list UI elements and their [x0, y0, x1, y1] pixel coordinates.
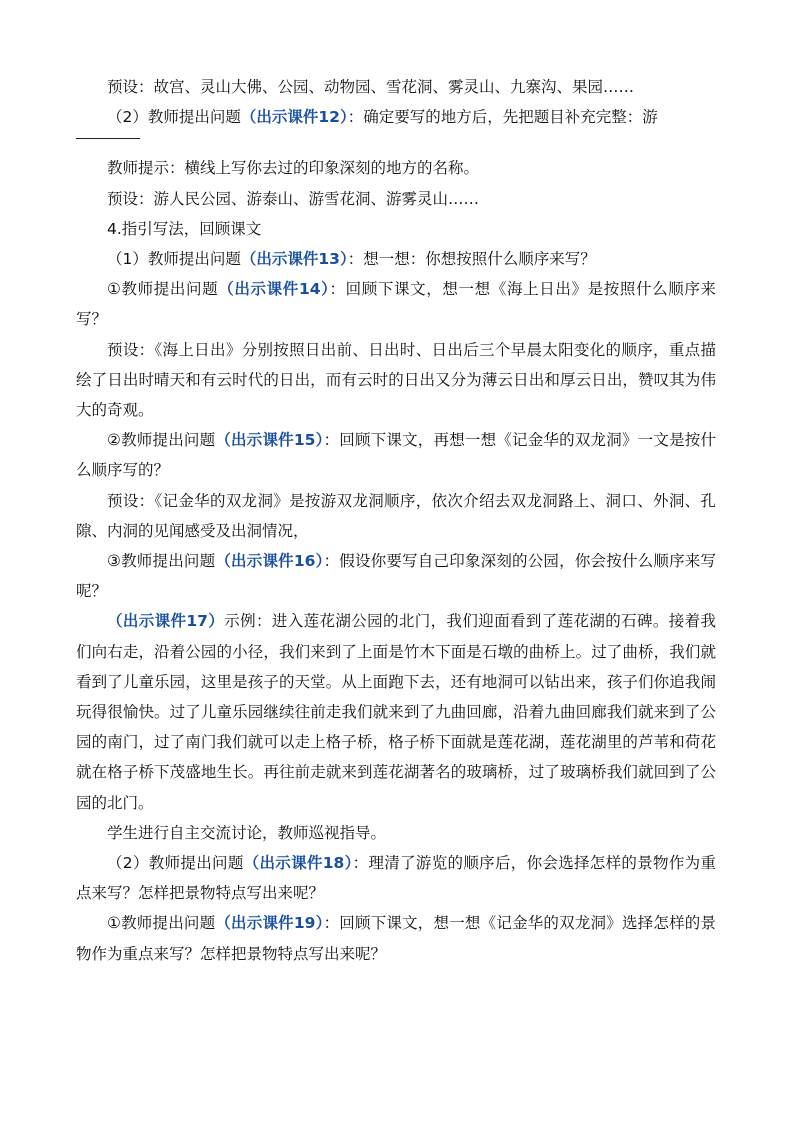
- courseware-tag: （出示课件17）: [107, 612, 225, 631]
- text: 示例：进入莲花湖公园的北门，我们迎面看到了莲花湖的石碑。接着我们向右走，沿着公园的小径，我们来到了上面是竹木下面是石墩的曲桥上。过了曲桥，我们就看到了儿童乐园，这里是孩子的天堂。从上面跑下去，还有地洞可以钻出来，孩子们你追我闹玩得很愉快。过了儿童乐园继续往前走我们就来到了九曲回廊，沿着九曲回廊我们就来到了公园的南门，过了南门我们就可以走上格子桥，格子桥下面就是莲花湖，莲花湖里的芦苇和荷花就在格子桥下茂盛地生长。再往前走就来到莲花湖著名的玻璃桥，过了玻璃桥我们就回到了公园的北门。: [76, 612, 716, 812]
- text: ①教师提出问题: [107, 280, 219, 299]
- text: ：回顾下课文，再想一想《记金华的双龙洞》一文是按什么顺序写的？: [76, 431, 716, 480]
- text: 预设：《海上日出》分别按照日出前、日出时、日出后三个早晨太阳变化的顺序，重点描绘了日出时晴天和有云时代的日出，而有云时的日出又分为薄云日出和厚云日出，赞叹其为伟大的奇观。: [76, 340, 716, 420]
- text: ：回顾下课文，想一想《海上日出》是按照什么顺序来写？: [76, 280, 716, 329]
- courseware-tag: （出示课件18）: [243, 854, 353, 873]
- courseware-tag: （出示课件14）: [218, 280, 330, 299]
- courseware-tag: （出示课件19）: [215, 914, 324, 933]
- paragraph-student-discussion: [76, 818, 716, 848]
- paragraph-question-sunrise: [76, 274, 716, 334]
- text: ②教师提出问题: [107, 431, 216, 450]
- text: ：假设你要写自己印象深刻的公园，你会按什么顺序来写呢？: [76, 552, 716, 601]
- text: ：确定要写的地方后，先把题目补充完整：游: [347, 108, 658, 127]
- paragraph-preset-dragon-cave: [76, 486, 716, 546]
- text: ：想一想：你想按照什么顺序来写？: [347, 250, 596, 269]
- paragraph-preset-places: [76, 72, 716, 102]
- section-heading-writing-guide: [76, 214, 716, 244]
- paragraph-preset-sunrise: [76, 335, 716, 426]
- courseware-tag: （出示课件13）: [240, 250, 348, 269]
- paragraph-teacher-hint: [76, 153, 716, 183]
- courseware-tag: （出示课件15）: [215, 431, 324, 450]
- courseware-tag: （出示课件12）: [240, 108, 348, 127]
- text: （2）教师提出问题: [107, 854, 244, 873]
- text: ①教师提出问题: [107, 914, 216, 933]
- text: 4.指引写法，回顾课文: [107, 219, 262, 238]
- paragraph-question-park: [76, 546, 716, 606]
- paragraph-example-park: [76, 606, 716, 817]
- text: ③教师提出问题: [107, 552, 216, 571]
- paragraph-preset-titles: [76, 184, 716, 214]
- text: （1）教师提出问题: [107, 250, 241, 269]
- document-body: [76, 72, 716, 969]
- text: ：理清了游览的顺序后，你会选择怎样的景物作为重点来写？怎样把景物特点写出来呢？: [76, 854, 716, 903]
- text: 学生进行自主交流讨论，教师巡视指导。: [107, 823, 387, 842]
- text: 教师提示：横线上写你去过的印象深刻的地方的名称。: [107, 159, 480, 178]
- paragraph-question-focus: [76, 848, 716, 908]
- fill-in-blank-line: [76, 138, 140, 139]
- text: 预设：故宫、灵山大佛、公园、动物园、雪花洞、雾灵山、九寨沟、果园……: [107, 78, 635, 96]
- text: 预设：《记金华的双龙洞》是按游双龙洞顺序，依次介绍去双龙洞路上、洞口、外洞、孔隙、内洞的见闻感受及出洞情况，: [76, 491, 716, 540]
- paragraph-question-title: [76, 102, 716, 132]
- paragraph-question-dragon-cave: [76, 425, 716, 485]
- courseware-tag: （出示课件16）: [215, 552, 324, 571]
- text: ：回顾下课文，想一想《记金华的双龙洞》选择怎样的景物作为重点来写？怎样把景物特点写出来呢？: [76, 914, 716, 963]
- text: （2）教师提出问题: [107, 108, 241, 127]
- paragraph-question-order: [76, 244, 716, 274]
- text: 预设：游人民公园、游泰山、游雪花洞、游雾灵山……: [107, 189, 480, 208]
- paragraph-question-scenery: [76, 908, 716, 968]
